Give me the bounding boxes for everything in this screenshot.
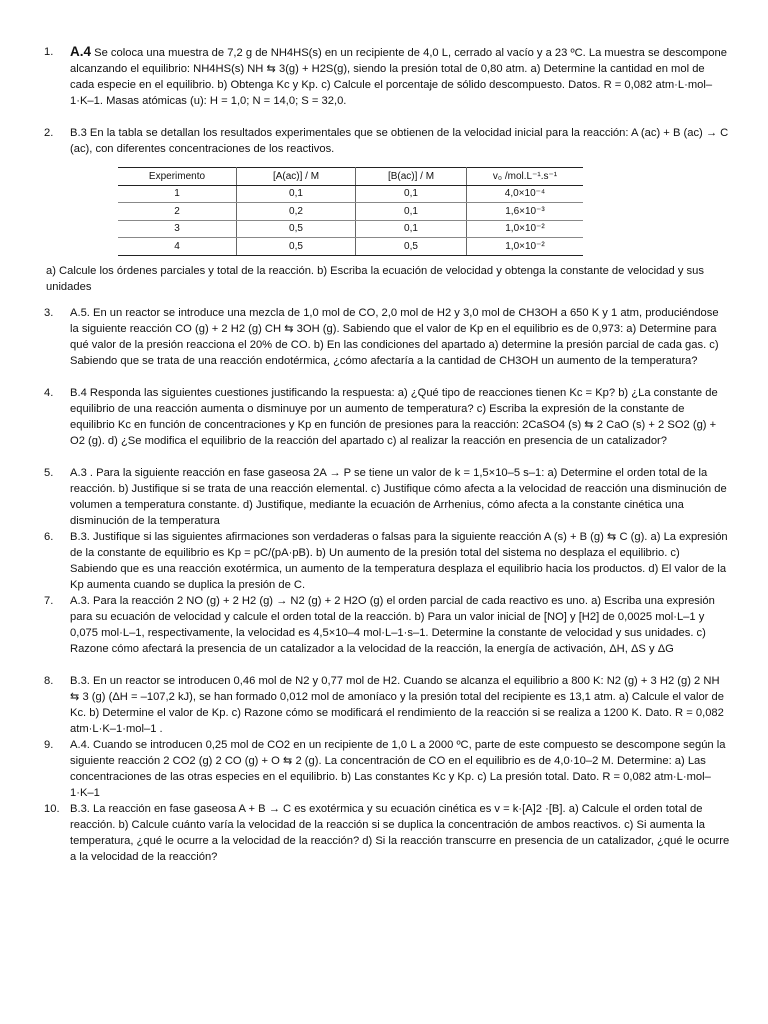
table-cell: 0,1 — [356, 185, 467, 203]
table-cell: 0,2 — [237, 203, 356, 221]
table-row — [118, 203, 583, 221]
table-cell: 0,1 — [356, 220, 467, 238]
table-header: [A(ac)] / M — [237, 168, 356, 186]
experiment-table — [118, 167, 583, 256]
question-number: 8. — [44, 675, 54, 687]
question-number: 10. — [44, 803, 60, 815]
question-number: 9. — [44, 739, 54, 751]
table-cell: 1,6×10⁻³ — [467, 203, 584, 221]
table-cell: 1,0×10⁻² — [467, 220, 584, 238]
table-cell: 4,0×10⁻⁴ — [467, 185, 584, 203]
question-number: 3. — [44, 307, 54, 319]
question-text: A.3. Para la reacción 2 NO (g) + 2 H2 (g) → N2 (g) + 2 H2O (g) el orden parcial de cada reactivo es uno. a) Escriba una expresión para su ecuación de velocidad y calcule el orden total de la reacción. b) Para un valor inicial de [NO] y [H2] de 0,0025 mol·L–1 y 0,075 mol·L–1, respectivamente, la velocidad es 4,5×10–4 mol·L–1·s–1. Determine la constante de velocidad y sus unidades. c) Razone cómo afectará la presencia de un catalizador a la velocidad de la reacción, la energía de activación, ΔH, ΔS y ΔG — [70, 595, 715, 655]
question-text: B.4 Responda las siguientes cuestiones justificando la respuesta: a) ¿Qué tipo de reacciones tienen Kc = Kp? b) ¿La constante de equilibrio de una reacción aumenta o disminuye por un aumento de temperatura? c) Escriba la expresión de la constante de equilibrio Kc en función de concentraciones y Kp en función de presiones para la reacción: 2CaSO4 (s) ⇆ 2 CaO (s) + 2 SO2 (g) + O2 (g). d) ¿Se modifica el equilibrio de la reacción del apartado c) al realizar la reacción en presencia de un catalizador? — [70, 387, 718, 447]
table-cell: 3 — [118, 220, 237, 238]
question-text: A.3 . Para la siguiente reacción en fase gaseosa 2A → P se tiene un valor de k = 1,5×10–5 s–1: a) Determine el orden total de la reacción. b) Justifique si se trata de una reacción elemental. c) Justifique cómo afecta a la velocidad de reacción una disminución de volumen a temperatura constante. d) Justifique, mediante la ecuación de Arrhenius, cómo afecta a la constante cinética una disminución de la temperatura — [70, 467, 727, 527]
question-text: B.3. Justifique si las siguientes afirmaciones son verdaderas o falsas para la siguiente reacción A (s) + B (g) ⇆ C (g). a) La expresión de la constante de equilibrio es Kp = pC/(pA·pB). b) Un aumento de la presión total del sistema no desplaza el equilibrio. c) Sabiendo que es una reacción exotérmica, un aumento de la temperatura desplaza el equilibrio hacia los productos. d) El valor de la Kp aumenta cuando se duplica la presión de C. — [70, 531, 728, 591]
question-text: B.3. La reacción en fase gaseosa A + B → C es exotérmica y su ecuación cinética es v = k·[A]2 ·[B]. a) Calcule el orden total de reacción. b) Calcule cuánto varía la velocidad de la reacción si se duplica la concentración de ambos reactivos. c) Si aumenta la temperatura, ¿qué le ocurre a la velocidad de la reacción? d) Si la reacción transcurre en presencia de un catalizador, ¿qué le ocurre a la velocidad de la reacción? — [70, 803, 730, 863]
table-follow-up-text: a) Calcule los órdenes parciales y total de la reacción. b) Escriba la ecuación de velocidad y obtenga la constante de velocidad y sus unidades — [46, 265, 704, 293]
table-header: Experimento — [118, 168, 237, 186]
table-header-row — [118, 168, 583, 186]
table-cell: 0,5 — [237, 220, 356, 238]
question-body: Se coloca una muestra de 7,2 g de NH4HS(s) en un recipiente de 4,0 L, cerrado al vacío y a 23 ºC. La muestra se descompone alcanzando el equilibrio: NH4HS(s) NH ⇆ 3(g) + H2S(g), siendo la presión total de 0,80 atm. a) Determine la cantidad en mol de cada especie en el equilibrio. b) Obtenga Kc y Kp. c) Calcule el porcentaje de sólido descompuesto. Datos. R = 0,082 atm·L·mol–1·K–1. Masas atómicas (u): H = 1,0; N = 14,0; S = 32,0. — [70, 47, 727, 107]
table-cell: 1 — [118, 185, 237, 203]
table-cell: 0,1 — [237, 185, 356, 203]
table-cell: 0,1 — [356, 203, 467, 221]
question-text: A.4. Cuando se introducen 0,25 mol de CO2 en un recipiente de 1,0 L a 2000 ºC, parte de este compuesto se descompone según la siguiente reacción 2 CO2 (g) 2 CO (g) + O ⇆ 2 (g). La concentración de CO en el equilibrio es de 4,0·10–2 M. Determine: a) Las concentraciones de las otras especies en el equilibrio. b) Las constantes Kc y Kp. c) La presión total. Dato. R = 0,082 atm·L·mol–1·K–1 — [70, 739, 726, 799]
table-cell: 4 — [118, 238, 237, 256]
question-text: B.3. En un reactor se introducen 0,46 mol de N2 y 0,77 mol de H2. Cuando se alcanza el equilibrio a 800 K: N2 (g) + 3 H2 (g) 2 NH ⇆ 3 (g) (ΔH = –107,2 kJ), se han formado 0,012 mol de amoníaco y la presión total del recipiente es 13,1 atm. a) Calcule el valor de Kc. b) Determine el valor de Kp. c) Razone cómo se modificará el rendimiento de la reacción si se realiza a 1200 K. Dato. R = 0,082 atm·L·K–1·mol–1 . — [70, 675, 724, 735]
question-number: 7. — [44, 595, 54, 607]
question-number: 4. — [44, 387, 54, 399]
question-text — [70, 44, 730, 109]
question-number: 1. — [44, 46, 54, 58]
table-header: v₀ /mol.L⁻¹.s⁻¹ — [467, 168, 584, 186]
table-row — [118, 220, 583, 238]
table-header: [B(ac)] / M — [356, 168, 467, 186]
question-number: 2. — [44, 127, 54, 139]
question-text: A.5. En un reactor se introduce una mezcla de 1,0 mol de CO, 2,0 mol de H2 y 3,0 mol de CH3OH a 650 K y 1 atm, produciéndose la siguiente reacción CO (g) + 2 H2 (g) CH ⇆ 3OH (g). Sabiendo que el valor de Kp en el equilibrio es de 0,973: a) Determine para qué valor de la presión reacciona el 20% de CO. b) En las condiciones del apartado a) determine la presión parcial de cada gas. c) Sabiendo que se trata de una reacción endotérmica, ¿cómo afectaría a la cantidad de CH3OH un aumento de la temperatura? — [70, 307, 719, 367]
question-text: B.3 En la tabla se detallan los resultados experimentales que se obtienen de la velocidad inicial para la reacción: A (ac) + B (ac) → C (ac), con diferentes concentraciones de los reactivos. — [70, 127, 729, 155]
table-cell: 0,5 — [356, 238, 467, 256]
table-cell: 1,0×10⁻² — [467, 238, 584, 256]
question-number: 6. — [44, 531, 54, 543]
table-cell: 0,5 — [237, 238, 356, 256]
table-row — [118, 185, 583, 203]
question-number: 5. — [44, 467, 54, 479]
table-cell: 2 — [118, 203, 237, 221]
table-row — [118, 238, 583, 256]
question-code: A.4 — [70, 44, 92, 59]
